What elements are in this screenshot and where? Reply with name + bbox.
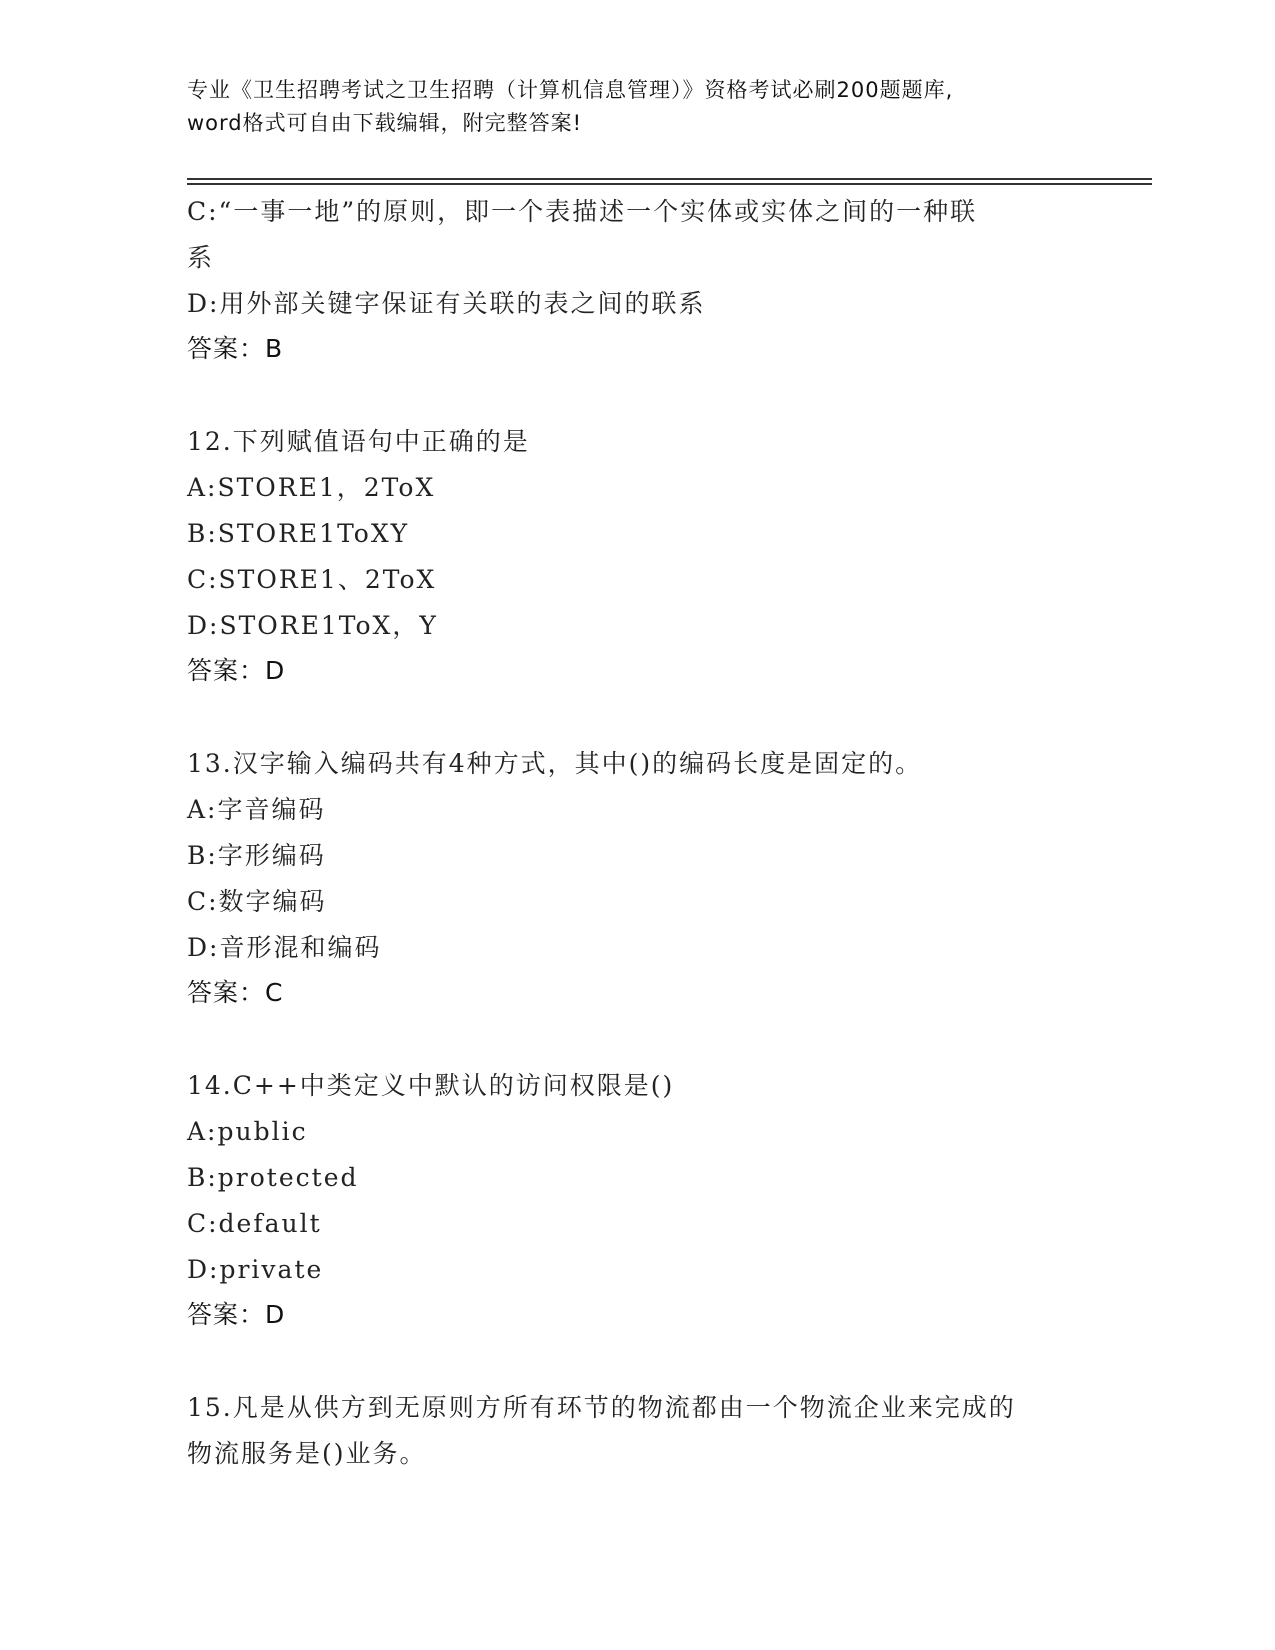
option-d: D:private <box>187 1255 324 1284</box>
header-title-line1: 专业《卫生招聘考试之卫生招聘（计算机信息管理）》资格考试必刷200题题库, <box>187 78 954 102</box>
header-divider-top <box>187 178 1152 180</box>
question-stem: 15.凡是从供方到无原则方所有环节的物流都由一个物流企业来完成的 <box>187 1393 1016 1422</box>
option-c: C:数字编码 <box>187 887 327 916</box>
answer-line: 答案：D <box>187 1300 286 1329</box>
option-a: A:STORE1，2ToX <box>187 473 436 502</box>
option-b: B:STORE1ToXY <box>187 519 410 548</box>
question-11-continued <box>187 189 1087 371</box>
option-d: D:音形混和编码 <box>187 933 382 962</box>
question-15 <box>187 1385 1087 1477</box>
question-14 <box>187 1063 1087 1337</box>
question-stem: 14.C++中类定义中默认的访问权限是() <box>187 1071 675 1100</box>
question-stem-continued: 物流服务是()业务。 <box>187 1439 427 1468</box>
question-stem: 12.下列赋值语句中正确的是 <box>187 427 530 456</box>
question-13 <box>187 741 1087 1015</box>
option-c: C:STORE1、2ToX <box>187 565 437 594</box>
option-b: B:字形编码 <box>187 841 326 870</box>
option-c-continued: 系 <box>187 243 215 272</box>
option-c: C:“一事一地”的原则，即一个表描述一个实体或实体之间的一种联 <box>187 197 978 226</box>
option-d: D:STORE1ToX，Y <box>187 611 438 640</box>
answer-line: 答案：B <box>187 334 284 363</box>
answer-line: 答案：C <box>187 978 284 1007</box>
option-a: A:字音编码 <box>187 795 326 824</box>
header-divider-bottom <box>187 183 1152 185</box>
question-list <box>187 189 1087 1477</box>
document-header <box>187 74 1087 140</box>
option-a: A:public <box>187 1117 308 1146</box>
option-c: C:default <box>187 1209 322 1238</box>
question-12 <box>187 419 1087 693</box>
answer-line: 答案：D <box>187 656 286 685</box>
header-title-line2: word格式可自由下载编辑，附完整答案! <box>187 111 583 135</box>
option-d: D:用外部关键字保证有关联的表之间的联系 <box>187 289 706 318</box>
option-b: B:protected <box>187 1163 359 1192</box>
question-stem: 13.汉字输入编码共有4种方式，其中()的编码长度是固定的。 <box>187 749 923 778</box>
